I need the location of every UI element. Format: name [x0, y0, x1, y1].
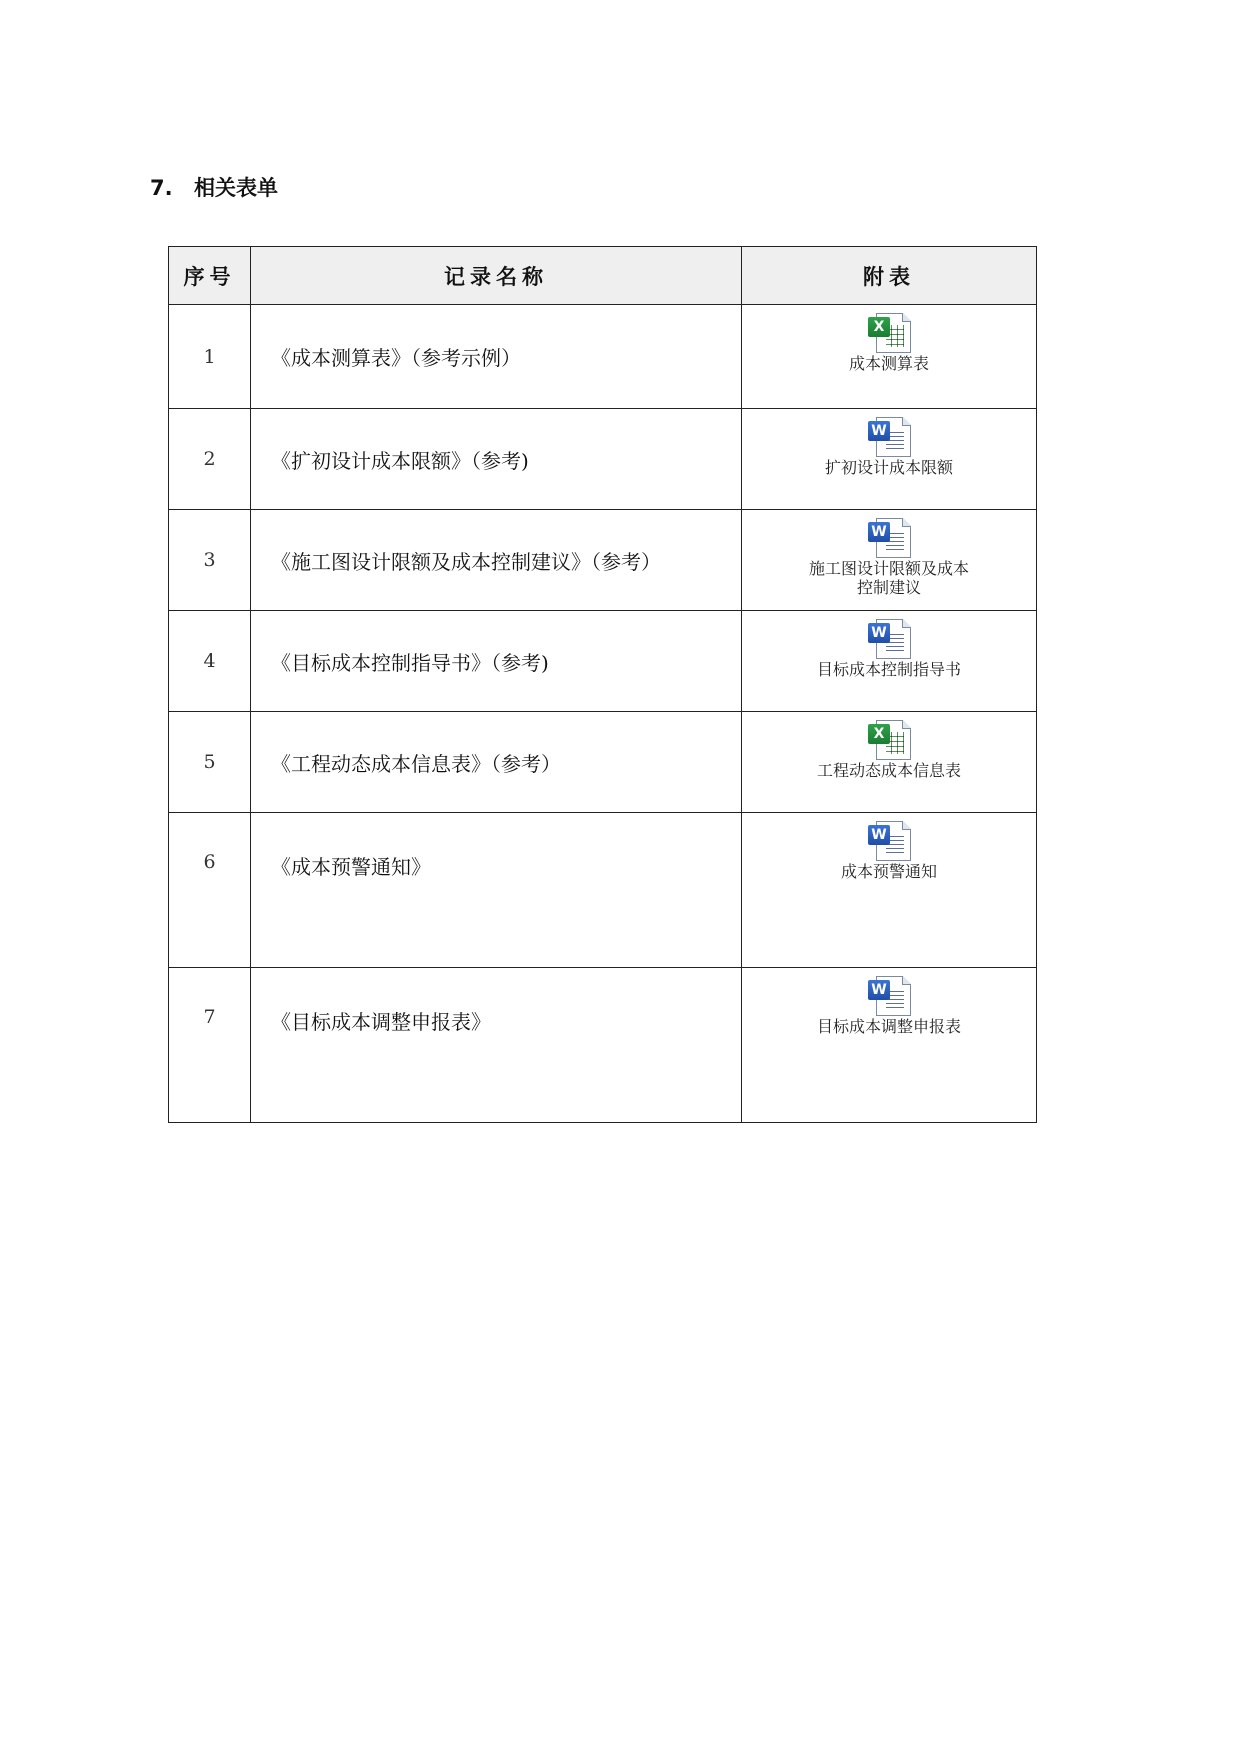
- table-row: [169, 813, 1037, 968]
- section-title: 相关表单: [194, 176, 278, 200]
- row-attachment: [742, 611, 1037, 712]
- related-forms-table: [168, 246, 1037, 1123]
- row-attachment: [742, 409, 1037, 510]
- row-seq: 2: [169, 409, 251, 510]
- row-record-name: 《目标成本调整申报表》: [251, 968, 742, 1123]
- word-icon: W: [866, 974, 912, 1016]
- row-record-name: 《扩初设计成本限额》（参考): [251, 409, 742, 510]
- word-icon: W: [866, 617, 912, 659]
- table-row: [169, 305, 1037, 409]
- table-row: [169, 968, 1037, 1123]
- excel-icon: X: [866, 718, 912, 760]
- section-number: 7.: [150, 176, 173, 200]
- attachment-file[interactable]: [807, 516, 972, 597]
- row-record-name: 《工程动态成本信息表》（参考）: [251, 712, 742, 813]
- row-seq: 5: [169, 712, 251, 813]
- attachment-file-name: 目标成本控制指导书: [816, 660, 961, 679]
- header-attachment: 附表: [742, 247, 1037, 305]
- row-record-name: 《目标成本控制指导书》（参考): [251, 611, 742, 712]
- attachment-file-name: 扩初设计成本限额: [824, 458, 953, 477]
- attachment-file-name: 成本预警通知: [840, 862, 937, 881]
- row-attachment: [742, 305, 1037, 409]
- attachment-file[interactable]: [807, 415, 972, 477]
- section-heading: [150, 172, 278, 202]
- row-attachment: [742, 510, 1037, 611]
- table-row: [169, 510, 1037, 611]
- table-row: [169, 409, 1037, 510]
- header-seq: 序号: [169, 247, 251, 305]
- attachment-file[interactable]: [807, 311, 972, 373]
- attachment-file[interactable]: [807, 819, 972, 881]
- header-record-name: 记录名称: [251, 247, 742, 305]
- row-attachment: [742, 968, 1037, 1123]
- row-record-name: 《施工图设计限额及成本控制建议》（参考）: [251, 510, 742, 611]
- attachment-file-name: 工程动态成本信息表: [816, 761, 961, 780]
- row-seq: 3: [169, 510, 251, 611]
- row-seq: 1: [169, 305, 251, 409]
- attachment-file[interactable]: [807, 974, 972, 1036]
- row-record-name: 《成本测算表》（参考示例）: [251, 305, 742, 409]
- attachment-file[interactable]: [807, 617, 972, 679]
- excel-icon: X: [866, 311, 912, 353]
- table-row: [169, 611, 1037, 712]
- table-row: [169, 712, 1037, 813]
- row-seq: 6: [169, 813, 251, 968]
- word-icon: W: [866, 516, 912, 558]
- row-attachment: [742, 813, 1037, 968]
- row-seq: 4: [169, 611, 251, 712]
- attachment-file-name: 目标成本调整申报表: [816, 1017, 961, 1036]
- row-record-name: 《成本预警通知》: [251, 813, 742, 968]
- attachment-file-name: 成本测算表: [848, 354, 929, 373]
- word-icon: W: [866, 819, 912, 861]
- attachment-file-name: 施工图设计限额及成本控制建议: [808, 559, 969, 597]
- attachment-file[interactable]: [807, 718, 972, 780]
- table-header-row: [169, 247, 1037, 305]
- word-icon: W: [866, 415, 912, 457]
- row-seq: 7: [169, 968, 251, 1123]
- row-attachment: [742, 712, 1037, 813]
